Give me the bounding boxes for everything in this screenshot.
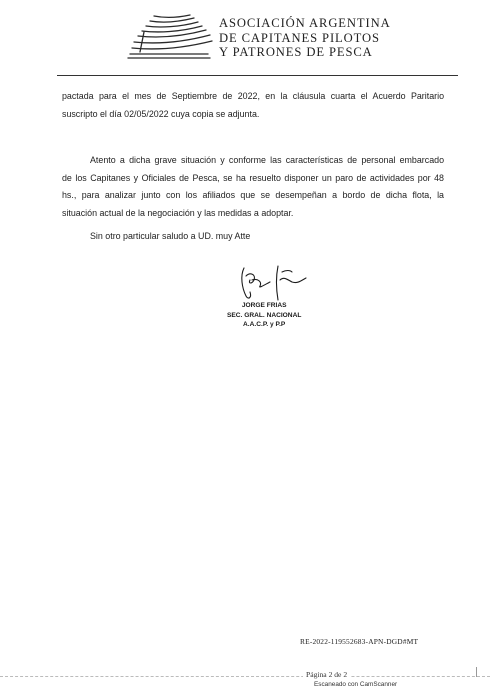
signature-block (227, 301, 301, 330)
text-line: de los Capitanes y Oficiales de Pesca, se ha resuelto disponer un paro de actividades por 48 (62, 172, 444, 183)
org-line: DE CAPITANES PILOTOS (219, 30, 380, 45)
closing-line: Sin otro particular saludo a UD. muy Atte (90, 231, 251, 241)
text-line: Atento a dicha grave situación y conforme las características de personal embarcado (90, 155, 444, 165)
paragraph-agreement (62, 88, 444, 123)
org-line: ASOCIACIÓN ARGENTINA (219, 16, 391, 30)
text-line: pactada para el mes de Septiembre de 2022, en la cláusula cuarta el Acuerdo Paritario (62, 91, 444, 101)
page-number: Página 2 de 2 (303, 670, 350, 679)
footer-divider (0, 676, 490, 678)
text-line: hs., para analizar junto con los afiliados que se desempeñan a bordo de dicha flota, la (62, 190, 444, 200)
organization-name (219, 16, 391, 60)
org-line: Y PATRONES DE PESCA (219, 45, 373, 59)
text-line: situación actual de la negociación y las medidas a adoptar. (62, 207, 294, 218)
handwritten-signature (236, 262, 308, 302)
document-reference: RE-2022-119552683-APN-DGD#MT (300, 637, 419, 646)
margin-mark (476, 667, 477, 677)
text-line: suscripto el día 02/05/2022 cuya copia se adjunta. (62, 108, 260, 119)
header-divider (57, 75, 458, 76)
scanner-watermark: Escaneado con CamScanner (314, 681, 398, 688)
paragraph-strike (62, 152, 444, 222)
signer-title: SEC. GRAL. NACIONAL (227, 311, 302, 319)
signer-organization: A.A.C.P. y P.P (243, 321, 286, 328)
ship-icon (124, 12, 214, 60)
signer-name: JORGE FRIAS (241, 302, 287, 309)
letterhead (0, 0, 490, 72)
